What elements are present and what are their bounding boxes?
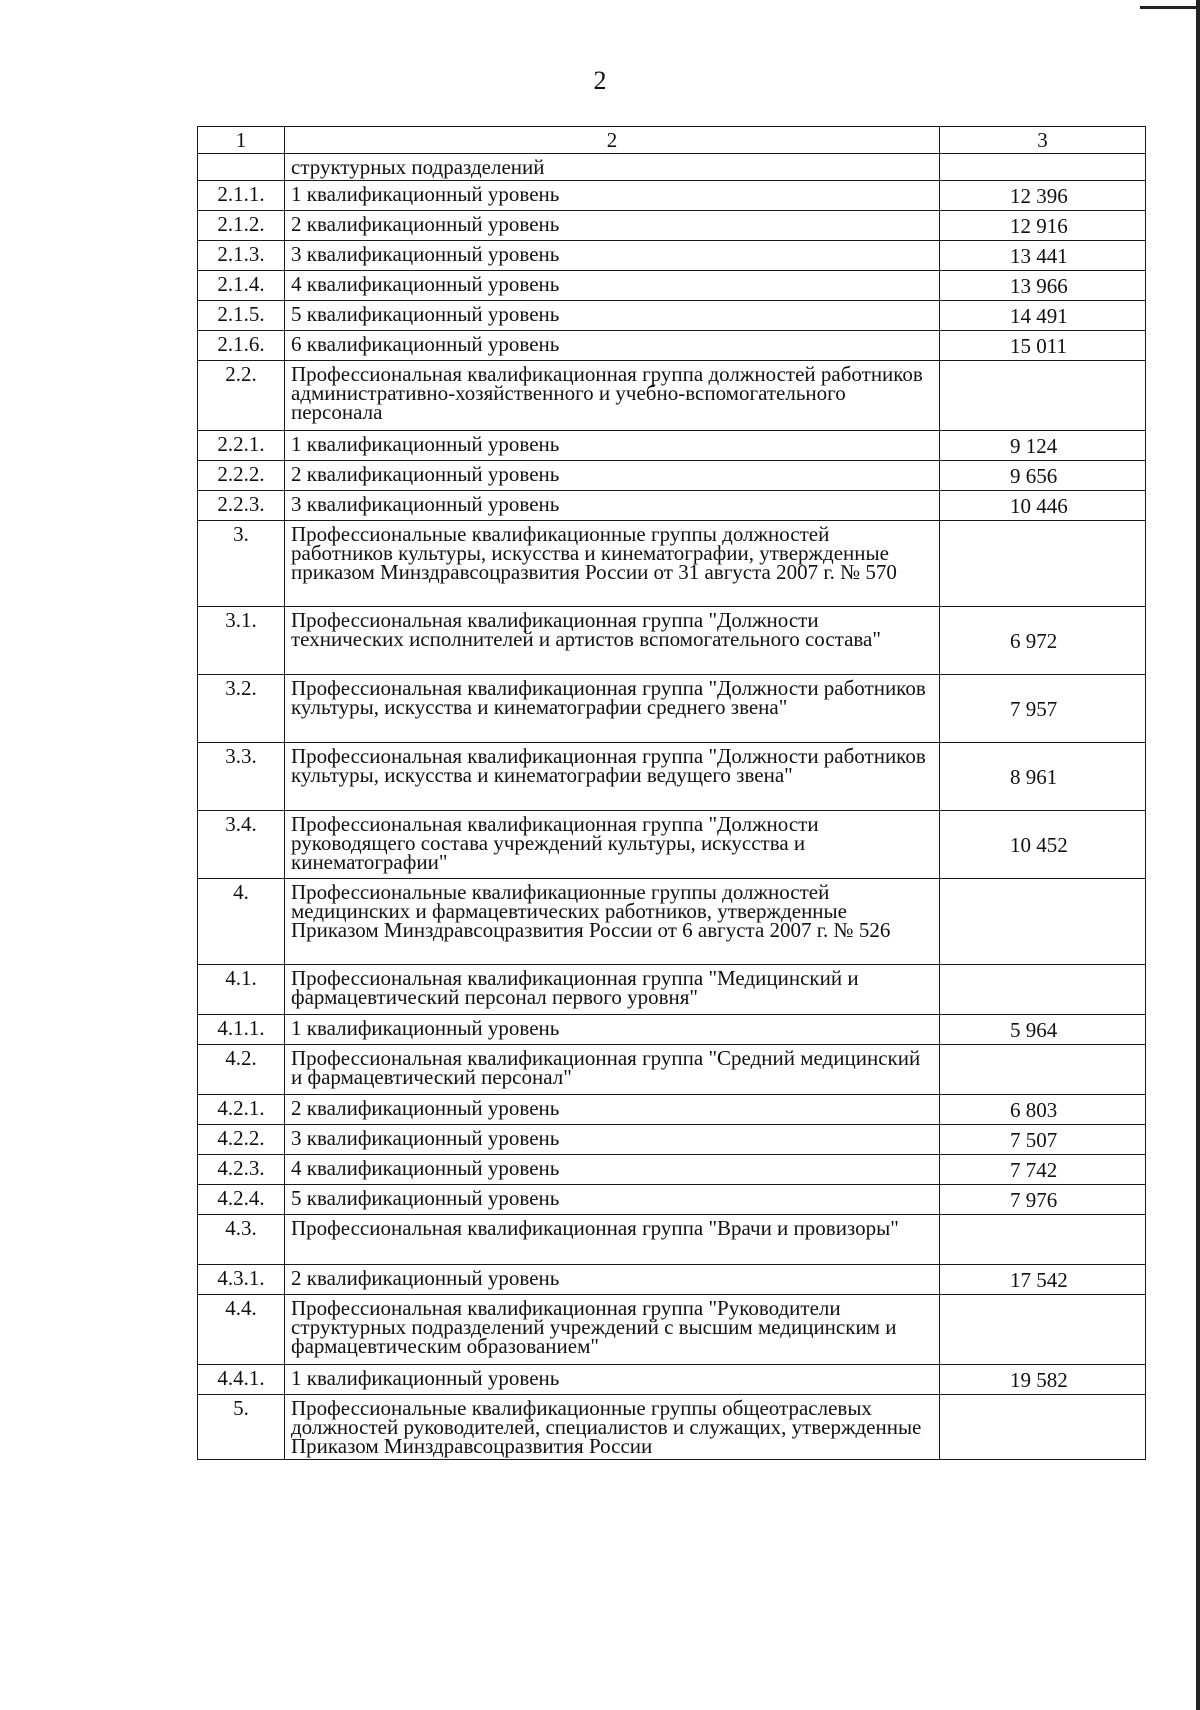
row-number: 4.2.2. <box>198 1125 285 1155</box>
header-col-2: 2 <box>285 127 940 154</box>
table-row <box>198 211 1146 241</box>
scan-edge <box>1196 0 1200 1710</box>
row-number: 2.1.6. <box>198 331 285 361</box>
row-value: 19 582 <box>940 1365 1146 1395</box>
table-row <box>198 521 1146 607</box>
row-title: структурных подразделений <box>285 154 940 181</box>
row-value: 14 491 <box>940 301 1146 331</box>
row-title: 2 квалификационный уровень <box>285 211 940 241</box>
row-value: 10 452 <box>940 811 1146 879</box>
row-number: 4.2.1. <box>198 1095 285 1125</box>
page-number: 2 <box>593 66 607 95</box>
row-title: Профессиональная квалификационная группа "Должности работников культуры, искусства и кинематографии среднего звена" <box>285 675 940 743</box>
row-title: 1 квалификационный уровень <box>285 431 940 461</box>
row-number: 3.2. <box>198 675 285 743</box>
row-value <box>940 154 1146 181</box>
row-number: 4.2.4. <box>198 1185 285 1215</box>
row-number: 4.3. <box>198 1215 285 1265</box>
row-number: 4.1. <box>198 965 285 1015</box>
row-value: 6 803 <box>940 1095 1146 1125</box>
row-number: 2.2.2. <box>198 461 285 491</box>
row-number: 3. <box>198 521 285 607</box>
row-title: Профессиональная квалификационная группа "Должности руководящего состава учреждений культуры, искусства и кинематографии" <box>285 811 940 879</box>
row-value <box>940 1045 1146 1095</box>
row-number: 4.4. <box>198 1295 285 1365</box>
row-number: 4.1.1. <box>198 1015 285 1045</box>
table-row <box>198 1095 1146 1125</box>
row-value <box>940 1295 1146 1365</box>
table-row <box>198 1215 1146 1265</box>
row-value <box>940 879 1146 965</box>
table-row <box>198 743 1146 811</box>
row-number: 2.1.4. <box>198 271 285 301</box>
row-value: 7 742 <box>940 1155 1146 1185</box>
salary-table <box>197 126 1146 1460</box>
row-number: 3.3. <box>198 743 285 811</box>
row-title: 1 квалификационный уровень <box>285 1015 940 1045</box>
row-number: 2.1.2. <box>198 211 285 241</box>
table-row <box>198 1045 1146 1095</box>
table-row <box>198 965 1146 1015</box>
row-value: 8 961 <box>940 743 1146 811</box>
row-value: 9 124 <box>940 431 1146 461</box>
header-col-3: 3 <box>940 127 1146 154</box>
row-number: 2.2. <box>198 361 285 431</box>
row-title: Профессиональная квалификационная группа "Должности технических исполнителей и артистов вспомогательного состава" <box>285 607 940 675</box>
row-title: 4 квалификационный уровень <box>285 1155 940 1185</box>
row-number: 3.4. <box>198 811 285 879</box>
table-row <box>198 1125 1146 1155</box>
row-title: Профессиональная квалификационная группа "Медицинский и фармацевтический персонал первого уровня" <box>285 965 940 1015</box>
table-row <box>198 879 1146 965</box>
row-value: 13 441 <box>940 241 1146 271</box>
table-row <box>198 675 1146 743</box>
row-number: 2.2.1. <box>198 431 285 461</box>
row-value <box>940 361 1146 431</box>
table-row <box>198 181 1146 211</box>
table-row <box>198 461 1146 491</box>
row-number: 3.1. <box>198 607 285 675</box>
row-number: 4.2. <box>198 1045 285 1095</box>
row-title: 2 квалификационный уровень <box>285 461 940 491</box>
row-value <box>940 965 1146 1015</box>
row-title: Профессиональная квалификационная группа "Руководители структурных подразделений учреждений с высшим медицинским и фармацевтическим образованием" <box>285 1295 940 1365</box>
table-header-row <box>198 127 1146 154</box>
row-value: 7 957 <box>940 675 1146 743</box>
row-value <box>940 1395 1146 1460</box>
row-title: 1 квалификационный уровень <box>285 181 940 211</box>
row-value: 13 966 <box>940 271 1146 301</box>
row-title: 6 квалификационный уровень <box>285 331 940 361</box>
row-value: 15 011 <box>940 331 1146 361</box>
row-title: Профессиональные квалификационные группы должностей медицинских и фармацевтических работников, утвержденные Приказом Минздравсоцразвития России от 6 августа 2007 г. № 526 <box>285 879 940 965</box>
table-row <box>198 154 1146 181</box>
row-title: 5 квалификационный уровень <box>285 1185 940 1215</box>
row-title: Профессиональная квалификационная группа должностей работников административно-хозяйственного и учебно-вспомогательного персонала <box>285 361 940 431</box>
row-number: 5. <box>198 1395 285 1460</box>
row-title: 2 квалификационный уровень <box>285 1265 940 1295</box>
table-row <box>198 271 1146 301</box>
table-row <box>198 607 1146 675</box>
table-row <box>198 241 1146 271</box>
table-row <box>198 331 1146 361</box>
row-value <box>940 521 1146 607</box>
header-col-1: 1 <box>198 127 285 154</box>
row-number: 4. <box>198 879 285 965</box>
row-title: 3 квалификационный уровень <box>285 241 940 271</box>
row-number: 2.1.5. <box>198 301 285 331</box>
row-number: 4.3.1. <box>198 1265 285 1295</box>
row-title: 5 квалификационный уровень <box>285 301 940 331</box>
table-row <box>198 491 1146 521</box>
scan-mark <box>1140 6 1200 9</box>
row-title: Профессиональная квалификационная группа "Врачи и провизоры" <box>285 1215 940 1265</box>
row-number: 2.2.3. <box>198 491 285 521</box>
row-title: Профессиональные квалификационные группы общеотраслевых должностей руководителей, специалистов и служащих, утвержденные Приказом Минздравсоцразвития России <box>285 1395 940 1460</box>
row-value: 17 542 <box>940 1265 1146 1295</box>
table-row <box>198 1265 1146 1295</box>
row-value: 7 507 <box>940 1125 1146 1155</box>
table-row <box>198 1155 1146 1185</box>
row-value <box>940 1215 1146 1265</box>
table-row <box>198 361 1146 431</box>
row-value: 12 916 <box>940 211 1146 241</box>
table-row <box>198 431 1146 461</box>
row-value: 7 976 <box>940 1185 1146 1215</box>
row-value: 10 446 <box>940 491 1146 521</box>
row-number: 4.4.1. <box>198 1365 285 1395</box>
row-title: 3 квалификационный уровень <box>285 1125 940 1155</box>
row-title: Профессиональная квалификационная группа "Должности работников культуры, искусства и кинематографии ведущего звена" <box>285 743 940 811</box>
table-row <box>198 301 1146 331</box>
row-number: 2.1.1. <box>198 181 285 211</box>
table-body <box>198 127 1146 1460</box>
row-title: 4 квалификационный уровень <box>285 271 940 301</box>
row-title: 1 квалификационный уровень <box>285 1365 940 1395</box>
row-number <box>198 154 285 181</box>
row-value: 9 656 <box>940 461 1146 491</box>
row-number: 2.1.3. <box>198 241 285 271</box>
table-row <box>198 811 1146 879</box>
row-title: 2 квалификационный уровень <box>285 1095 940 1125</box>
table-row <box>198 1185 1146 1215</box>
table-row <box>198 1365 1146 1395</box>
row-number: 4.2.3. <box>198 1155 285 1185</box>
row-value: 5 964 <box>940 1015 1146 1045</box>
table-row <box>198 1395 1146 1460</box>
table-row <box>198 1295 1146 1365</box>
row-title: Профессиональные квалификационные группы должностей работников культуры, искусства и кинематографии, утвержденные приказом Минздравсоцразвития России от 31 августа 2007 г. № 570 <box>285 521 940 607</box>
row-title: Профессиональная квалификационная группа "Средний медицинский и фармацевтический персонал" <box>285 1045 940 1095</box>
row-value: 6 972 <box>940 607 1146 675</box>
table-row <box>198 1015 1146 1045</box>
row-title: 3 квалификационный уровень <box>285 491 940 521</box>
row-value: 12 396 <box>940 181 1146 211</box>
